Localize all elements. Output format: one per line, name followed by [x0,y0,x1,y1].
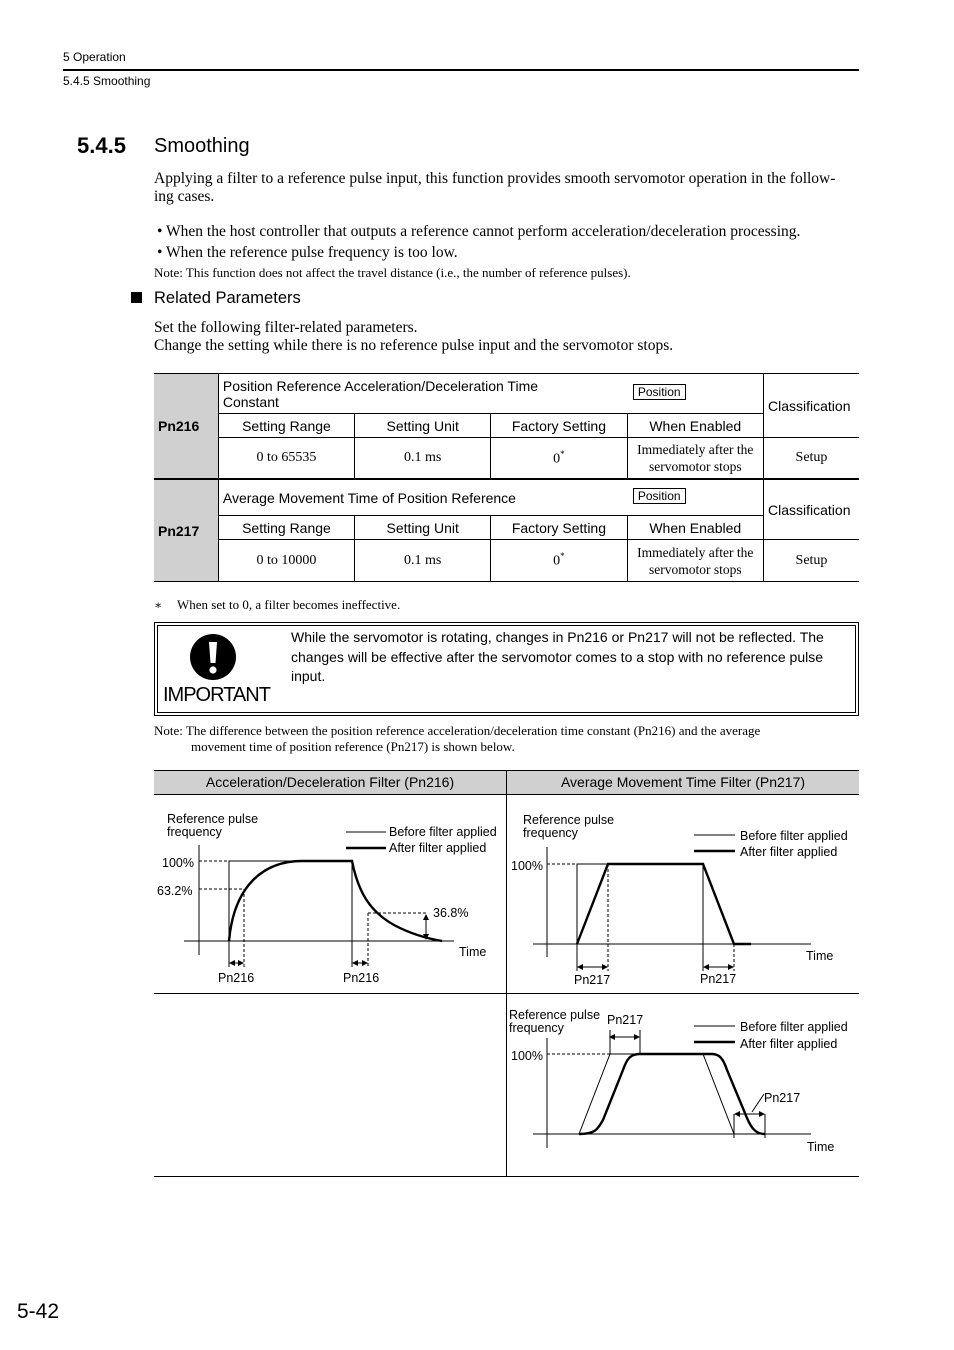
position-badge: Position [633,384,686,400]
setting-unit-header: Setting Unit [355,516,491,540]
accel-decel-filter-diagram [154,795,506,993]
parameter-table-pn216 [154,373,859,479]
when-enabled-header: When Enabled [627,414,763,438]
pn217-label: Pn217 [607,1013,644,1027]
when-enabled-line2: servomotor stops [648,459,742,474]
pn216-label: Pn216 [218,971,255,985]
x-axis-label: Time [459,945,487,959]
important-text-line3: input. [291,668,326,684]
pct-368-label: 36.8% [433,906,469,920]
when-enabled-line1: Immediately after the [637,442,754,457]
related-parameters-heading: Related Parameters [154,289,301,307]
important-text-line2: changes will be effective after the servomotor comes to a stop with no reference pulse [291,648,824,665]
pct-100-label: 100% [511,1049,543,1063]
param-id: Pn216 [154,374,218,479]
warning-exclamation-icon [190,634,236,680]
classification-value: Setup [764,540,860,582]
before-filter-trace [229,861,352,941]
after-filter-trace [229,861,442,941]
legend-before-text: Before filter applied [740,1020,848,1034]
after-filter-trace [579,1054,765,1134]
legend-after-text: After filter applied [389,841,487,855]
when-enabled-line1: Immediately after the [637,544,754,560]
parameter-table-pn217 [154,479,859,582]
setting-range-header: Setting Range [218,516,354,540]
figure-col2-title: Average Movement Time Filter (Pn217) [507,770,859,794]
related-line1: Set the following filter-related parameters. [154,319,418,336]
setting-range-value: 0 to 10000 [218,540,354,582]
legend-after-text: After filter applied [740,1037,838,1051]
setting-range-value: 0 to 65535 [218,438,354,479]
position-badge: Position [633,488,686,504]
y-axis-label-line1: Reference pulse [509,1008,601,1022]
footnote-symbol: ∗ [154,598,163,612]
y-axis-label-line2: frequency [523,826,578,840]
note2-line1: Note: The difference between the position reference acceleration/deceleration time constant (Pn216) and the average [154,723,761,738]
intro-note: Note: This function does not affect the travel distance (i.e., the number of reference pulses). [154,265,631,280]
factory-value: 0 [553,451,561,467]
after-filter-trace [577,864,751,944]
bullet-item: • When the reference pulse frequency is too low. [157,244,458,261]
header-rule [63,69,859,71]
factory-setting-header: Factory Setting [491,414,627,438]
running-header-section: 5.4.5 Smoothing [63,74,151,88]
important-text [291,628,824,687]
y-axis-label-line2: frequency [167,825,222,839]
when-enabled-line2: servomotor stops [648,561,742,577]
y-axis-label-line1: Reference pulse [523,813,615,827]
footnote-mark: * [560,448,565,459]
param-name-line1: Position Reference Acceleration/Deceleration Time [222,377,539,394]
x-axis-label: Time [806,949,834,963]
square-bullet-icon [131,292,142,303]
average-movement-filter-diagram [507,795,859,993]
param-name-line1: Average Movement Time of Position Reference [222,489,516,506]
legend-before-text: Before filter applied [740,829,848,843]
classification-header: Classification [764,374,860,438]
pct-632-label: 63.2% [157,884,193,898]
classification-header: Classification [764,480,860,540]
pn217-label: Pn217 [574,973,611,987]
intro-paragraph-line1: Applying a filter to a reference pulse input, this function provides smooth servomotor operation in the follow- [154,170,836,187]
y-axis-label-line1: Reference pulse [167,812,259,826]
factory-setting-value [491,540,627,582]
footnote-mark: * [560,551,565,562]
bullet-item: • When the host controller that outputs a reference cannot perform acceleration/deceleration processing. [157,223,801,240]
y-axis-label-line2: frequency [509,1021,564,1035]
average-movement-smoothed-diagram [507,994,859,1176]
param-name-line2: Constant [222,393,279,410]
pn217-label: Pn217 [764,1091,801,1105]
classification-value: Setup [764,438,860,479]
section-number: 5.4.5 [77,133,126,158]
setting-unit-value: 0.1 ms [355,540,491,582]
pct-100-label: 100% [511,859,543,873]
param-name [218,374,763,414]
before-filter-trace [577,864,703,944]
pct-100-label: 100% [162,856,194,870]
setting-unit-header: Setting Unit [355,414,491,438]
when-enabled-header: When Enabled [627,516,763,540]
when-enabled-value [627,438,763,479]
footnote-text: When set to 0, a filter becomes ineffective. [177,597,401,612]
factory-setting-header: Factory Setting [491,516,627,540]
setting-range-header: Setting Range [218,414,354,438]
pn217-leader-line [752,1094,764,1112]
pn216-label: Pn216 [343,971,380,985]
factory-value: 0 [553,553,561,569]
related-line2: Change the setting while there is no reference pulse input and the servomotor stops. [154,337,674,354]
factory-setting-value [491,438,627,479]
note2-line2: movement time of position reference (Pn217) is shown below. [191,739,515,754]
legend-before-text: Before filter applied [389,825,497,839]
when-enabled-value [627,540,763,582]
figure-col1-title: Acceleration/Deceleration Filter (Pn216) [154,770,506,794]
param-id: Pn217 [154,480,218,582]
setting-unit-value: 0.1 ms [355,438,491,479]
important-text-line1: While the servomotor is rotating, changes in Pn216 or Pn217 will not be reflected. The [291,629,824,645]
intro-paragraph-line2: ing cases. [154,188,215,205]
page-number: 5-42 [17,1300,60,1323]
legend-after-text: After filter applied [740,845,838,859]
running-header-chapter: 5 Operation [63,50,126,64]
x-axis-label: Time [807,1140,835,1154]
param-name [218,480,763,516]
pn217-label: Pn217 [700,972,737,986]
important-label: IMPORTANT [163,684,270,706]
section-title: Smoothing [154,135,250,157]
